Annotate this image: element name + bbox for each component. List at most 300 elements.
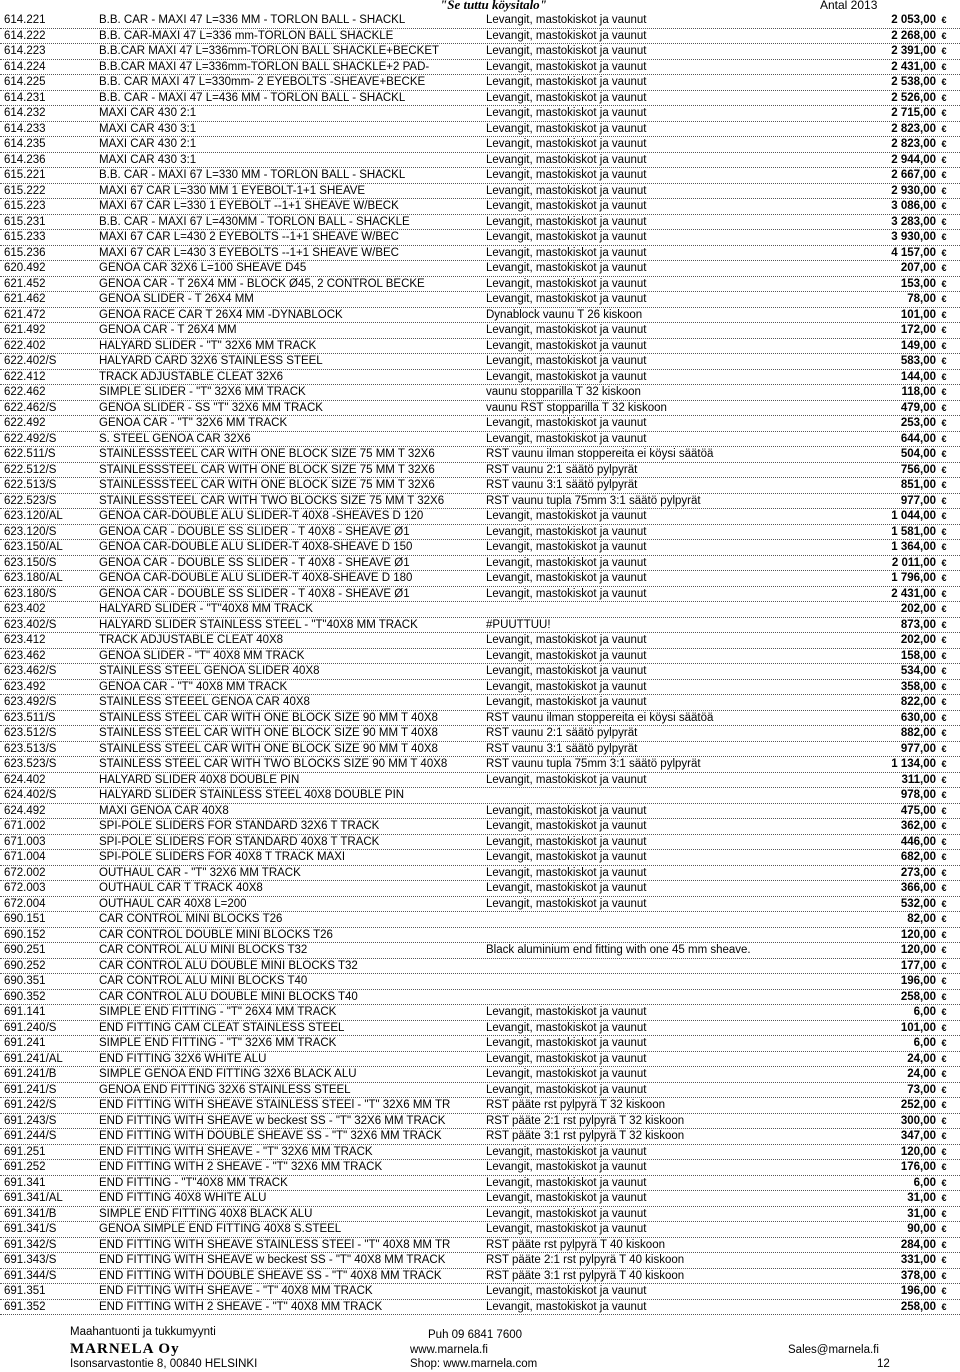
table-row (0, 1145, 960, 1161)
product-category: RST vaunu 2:1 säätö pylpyrät (486, 727, 638, 739)
currency-symbol: € (941, 371, 947, 382)
product-description: END FITTING WITH SHEAVE w beckest SS - "T" 32X6 MM TRACK (99, 1114, 446, 1127)
product-category: Levangit, mastokiskot ja vaunut (486, 696, 647, 708)
currency-symbol: € (941, 139, 947, 149)
product-description: GENOA SIMPLE END FITTING 40X8 S.STEEL (99, 1223, 342, 1235)
product-description: STAINLESS STEEL CAR WITH ONE BLOCK SIZE 90 MM T 40X8 (99, 742, 438, 755)
product-category: Levangit, mastokiskot ja vaunut (486, 60, 647, 73)
product-code: 672.002 (4, 866, 46, 879)
currency-symbol: € (941, 201, 947, 211)
product-price: 378,00 (900, 1269, 936, 1282)
product-code: 690.352 (4, 990, 46, 1003)
table-row (0, 990, 960, 1006)
currency-symbol: € (941, 480, 947, 490)
product-code: 691.341 (4, 1176, 46, 1189)
table-row (0, 881, 960, 897)
product-price: 2 538,00 (891, 76, 936, 88)
product-code: 615.231 (4, 215, 46, 228)
product-category: RST vaunu 3:1 säätö pylpyrät (486, 742, 638, 755)
product-price: 3 930,00 (891, 231, 936, 243)
table-row (0, 122, 960, 138)
product-description: CAR CONTROL ALU DOUBLE MINI BLOCKS T40 (99, 990, 358, 1003)
product-description: HALYARD SLIDER STAINLESS STEEL - "T"40X8 MM TRACK (99, 618, 418, 631)
product-code: 614.225 (4, 76, 46, 88)
product-category: Levangit, mastokiskot ja vaunut (486, 324, 647, 336)
product-category: Levangit, mastokiskot ja vaunut (486, 820, 647, 832)
product-code: 614.231 (4, 91, 46, 104)
product-description: END FITTING WITH SHEAVE - "T" 40X8 MM TRACK (99, 1285, 373, 1297)
footer-import-text: Maahantuonti ja tukkumyynti (70, 1326, 216, 1338)
product-category: Levangit, mastokiskot ja vaunut (486, 1068, 647, 1080)
product-category: Levangit, mastokiskot ja vaunut (486, 91, 647, 104)
table-row (0, 339, 960, 355)
table-row (0, 664, 960, 680)
table-row (0, 680, 960, 696)
product-category: Levangit, mastokiskot ja vaunut (486, 184, 647, 197)
product-description: GENOA CAR - "T" 40X8 MM TRACK (99, 680, 288, 693)
product-code: 621.492 (4, 324, 46, 336)
currency-symbol: € (941, 1007, 947, 1017)
table-row (0, 1207, 960, 1223)
product-category: RST vaunu tupla 75mm 3:1 säätö pylpyrät (486, 758, 701, 770)
currency-symbol: € (941, 1115, 947, 1126)
product-category: RST pääte rst pylpyrä T 40 kiskoon (486, 1238, 665, 1251)
table-row (0, 75, 960, 91)
product-category: Levangit, mastokiskot ja vaunut (486, 804, 647, 817)
table-row (0, 1160, 960, 1176)
product-description: SIMPLE SLIDER - "T" 32X6 MM TRACK (99, 386, 306, 398)
currency-symbol: € (941, 805, 947, 816)
product-price: 149,00 (900, 339, 936, 352)
product-description: SPI-POLE SLIDERS FOR 40X8 T TRACK MAXI (99, 851, 346, 863)
product-price: 6,00 (913, 1176, 936, 1189)
currency-symbol: € (941, 790, 947, 800)
table-row (0, 199, 960, 215)
currency-symbol: € (941, 294, 947, 304)
product-price: 2 823,00 (891, 122, 936, 135)
product-price: 31,00 (907, 1207, 936, 1220)
product-category: Levangit, mastokiskot ja vaunut (486, 417, 647, 429)
table-row (0, 943, 960, 959)
product-price: 358,00 (900, 680, 936, 693)
currency-symbol: € (941, 573, 947, 583)
product-price: 366,00 (900, 882, 936, 894)
product-price: 177,00 (900, 959, 936, 972)
product-description: HALYARD SLIDER - "T" 32X6 MM TRACK (99, 339, 317, 352)
currency-symbol: € (941, 697, 947, 707)
currency-symbol: € (941, 960, 947, 971)
product-description: END FITTING WITH SHEAVE STAINLESS STEEl - "T" 32X6 MM TR (99, 1099, 451, 1111)
product-description: TRACK ADJUSTABLE CLEAT 32X6 (99, 370, 284, 383)
product-price: 311,00 (901, 773, 936, 786)
table-row (0, 773, 960, 789)
currency-symbol: € (941, 449, 947, 459)
product-description: HALYARD SLIDER STAINLESS STEEL 40X8 DOUBLE PIN (99, 789, 405, 801)
table-row (0, 788, 960, 804)
product-category: Levangit, mastokiskot ja vaunut (486, 835, 647, 848)
product-price: 2 944,00 (891, 153, 936, 166)
shop-website[interactable]: Shop: www.marnela.com (410, 1358, 538, 1370)
product-description: B.B. CAR - MAXI 67 L=330 MM - TORLON BALL - SHACKL (99, 169, 406, 181)
product-price: 2 268,00 (891, 29, 936, 42)
product-category: Levangit, mastokiskot ja vaunut (486, 200, 647, 212)
table-row (0, 370, 960, 386)
currency-symbol: € (941, 728, 947, 738)
table-row (0, 230, 960, 246)
product-description: MAXI GENOA CAR 40X8 (99, 804, 229, 817)
product-category: Levangit, mastokiskot ja vaunut (486, 1223, 647, 1235)
product-price: 362,00 (900, 820, 936, 832)
product-price: 1 796,00 (891, 572, 936, 584)
product-price: 2 526,00 (891, 91, 936, 104)
product-price: 284,00 (900, 1238, 936, 1251)
product-price: 120,00 (900, 1145, 936, 1158)
product-category: RST pääte 3:1 rst pylpyrä T 40 kiskoon (486, 1269, 685, 1282)
product-price: 446,00 (900, 835, 936, 848)
table-row (0, 509, 960, 525)
product-price: 4 157,00 (891, 246, 936, 259)
product-price: 101,00 (900, 1021, 936, 1034)
product-price: 24,00 (907, 1068, 936, 1080)
product-code: 614.236 (4, 153, 46, 166)
price-table (0, 13, 960, 1315)
product-code: 615.223 (4, 200, 46, 212)
product-code: 691.241/AL (4, 1052, 63, 1065)
product-price: 756,00 (900, 463, 936, 476)
product-description: MAXI 67 CAR L=330 MM 1 EYEBOLT-1+1 SHEAVE (99, 184, 366, 197)
product-description: SIMPLE GENOA END FITTING 32X6 BLACK ALU (99, 1068, 357, 1080)
currency-symbol: € (941, 495, 947, 506)
product-description: OUTHAUL CAR T TRACK 40X8 (99, 882, 263, 894)
product-category: Levangit, mastokiskot ja vaunut (486, 897, 647, 910)
table-row (0, 804, 960, 820)
product-code: 614.222 (4, 29, 46, 42)
table-row (0, 1083, 960, 1099)
product-category: Levangit, mastokiskot ja vaunut (486, 215, 647, 228)
currency-symbol: € (941, 635, 947, 645)
product-category: Levangit, mastokiskot ja vaunut (486, 1300, 647, 1313)
currency-symbol: € (941, 1162, 947, 1172)
table-row (0, 835, 960, 851)
currency-symbol: € (941, 232, 947, 242)
edition-label: Antal 2013 (820, 0, 878, 12)
product-price: 24,00 (907, 1052, 936, 1065)
table-row (0, 215, 960, 231)
product-price: 202,00 (900, 634, 936, 646)
product-category: Levangit, mastokiskot ja vaunut (486, 246, 647, 259)
product-price: 252,00 (900, 1099, 936, 1111)
product-price: 300,00 (900, 1114, 936, 1127)
product-price: 2 667,00 (891, 169, 936, 181)
currency-symbol: € (941, 991, 947, 1002)
table-row (0, 866, 960, 882)
product-code: 622.512/S (4, 463, 57, 476)
currency-symbol: € (941, 1053, 947, 1064)
currency-symbol: € (941, 1100, 947, 1110)
currency-symbol: € (941, 185, 947, 196)
product-price: 196,00 (900, 1285, 936, 1297)
table-row (0, 556, 960, 572)
product-description: END FITTING WITH SHEAVE STAINLESS STEEl - "T" 40X8 MM TR (99, 1238, 451, 1251)
table-row (0, 277, 960, 293)
table-row (0, 168, 960, 184)
product-category: Levangit, mastokiskot ja vaunut (486, 851, 647, 863)
product-code: 671.004 (4, 851, 46, 863)
product-code: 622.513/S (4, 479, 57, 491)
product-code: 624.492 (4, 804, 46, 817)
product-category: RST pääte 3:1 rst pylpyrä T 32 kiskoon (486, 1130, 685, 1142)
product-category: Levangit, mastokiskot ja vaunut (486, 293, 647, 305)
product-category: Levangit, mastokiskot ja vaunut (486, 355, 647, 367)
table-row (0, 618, 960, 634)
product-price: 120,00 (900, 928, 936, 941)
product-code: 622.402/S (4, 355, 57, 367)
product-code: 691.141 (4, 1006, 46, 1018)
product-description: B.B. CAR - MAXI 47 L=336 MM - TORLON BALL - SHACKL (99, 14, 406, 26)
company-email[interactable]: Sales@marnela.fi (788, 1344, 879, 1356)
table-row (0, 385, 960, 401)
table-row (0, 649, 960, 665)
table-row (0, 478, 960, 494)
product-code: 623.523/S (4, 758, 57, 770)
currency-symbol: € (941, 604, 947, 614)
currency-symbol: € (941, 557, 947, 568)
product-description: GENOA SLIDER - "T" 40X8 MM TRACK (99, 649, 305, 662)
table-row (0, 1176, 960, 1192)
product-description: GENOA CAR - DOUBLE SS SLIDER - T 40X8 - SHEAVE Ø1 (99, 587, 410, 600)
product-description: END FITTING 32X6 WHITE ALU (99, 1052, 267, 1065)
product-description: MAXI 67 CAR L=330 1 EYEBOLT --1+1 SHEAVE W/BECK (99, 200, 399, 212)
table-row (0, 711, 960, 727)
product-category: Levangit, mastokiskot ja vaunut (486, 1052, 647, 1065)
currency-symbol: € (941, 30, 947, 41)
currency-symbol: € (941, 278, 947, 289)
product-code: 623.492/S (4, 696, 57, 708)
product-description: B.B.CAR MAXI 47 L=336mm-TORLON BALL SHACKLE+2 PAD- (99, 60, 430, 73)
product-category: Levangit, mastokiskot ja vaunut (486, 541, 647, 553)
table-row (0, 928, 960, 944)
product-price: 78,00 (907, 293, 936, 305)
product-category: Levangit, mastokiskot ja vaunut (486, 1285, 647, 1297)
product-category: Black aluminium end fitting with one 45 mm sheave. (486, 944, 751, 956)
product-code: 622.412 (4, 370, 46, 383)
slogan: "Se tuttu köysitalo" (440, 0, 547, 12)
currency-symbol: € (941, 170, 947, 180)
currency-symbol: € (941, 619, 947, 630)
table-row (0, 1021, 960, 1037)
product-code: 614.224 (4, 60, 46, 73)
product-description: END FITTING CAM CLEAT STAINLESS STEEL (99, 1021, 345, 1034)
product-code: 691.342/S (4, 1238, 57, 1251)
product-category: Levangit, mastokiskot ja vaunut (486, 665, 647, 677)
currency-symbol: € (941, 61, 947, 72)
product-price: 172,00 (900, 324, 936, 336)
product-price: 6,00 (913, 1037, 936, 1049)
table-row (0, 974, 960, 990)
product-description: END FITTING WITH 2 SHEAVE - "T" 32X6 MM TRACK (99, 1161, 383, 1173)
product-description: GENOA CAR - DOUBLE SS SLIDER - T 40X8 - SHEAVE Ø1 (99, 525, 410, 538)
product-code: 691.252 (4, 1161, 46, 1173)
product-category: Levangit, mastokiskot ja vaunut (486, 262, 647, 274)
product-description: GENOA RACE CAR T 26X4 MM -DYNABLOCK (99, 308, 343, 321)
product-description: S. STEEL GENOA CAR 32X6 (99, 432, 251, 445)
product-price: 120,00 (900, 944, 936, 956)
table-row (0, 494, 960, 510)
product-price: 82,00 (907, 913, 936, 925)
product-price: 258,00 (900, 1300, 936, 1313)
table-row (0, 602, 960, 618)
currency-symbol: € (941, 821, 947, 831)
currency-symbol: € (941, 867, 947, 878)
product-code: 690.152 (4, 928, 46, 941)
currency-symbol: € (941, 433, 947, 444)
currency-symbol: € (941, 263, 947, 273)
product-description: HALYARD SLIDER - "T"40X8 MM TRACK (99, 603, 313, 615)
product-code: 672.003 (4, 882, 46, 894)
currency-symbol: € (941, 464, 947, 475)
currency-symbol: € (941, 1301, 947, 1312)
product-category: vaunu stopparilla T 32 kiskoon (486, 386, 641, 398)
product-price: 153,00 (900, 277, 936, 290)
product-category: Levangit, mastokiskot ja vaunut (486, 510, 647, 522)
product-code: 622.492 (4, 417, 46, 429)
currency-symbol: € (941, 945, 947, 955)
product-price: 977,00 (900, 742, 936, 755)
product-description: END FITTING WITH SHEAVE w beckest SS - "T" 40X8 MM TRACK (99, 1254, 446, 1266)
table-row (0, 587, 960, 603)
product-price: 118,00 (901, 386, 936, 398)
product-code: 614.235 (4, 138, 46, 150)
currency-symbol: € (941, 387, 947, 397)
product-description: TRACK ADJUSTABLE CLEAT 40X8 (99, 634, 284, 646)
product-category: Levangit, mastokiskot ja vaunut (486, 587, 647, 600)
product-category: RST vaunu 2:1 säätö pylpyrät (486, 463, 638, 476)
product-code: 623.492 (4, 680, 46, 693)
product-price: 583,00 (900, 355, 936, 367)
currency-symbol: € (941, 1224, 947, 1234)
table-row (0, 525, 960, 541)
currency-symbol: € (941, 588, 947, 599)
currency-symbol: € (941, 1146, 947, 1157)
table-row (0, 1269, 960, 1285)
product-price: 158,00 (900, 649, 936, 662)
table-row (0, 1238, 960, 1254)
company-address: Isonsarvastontie 8, 00840 HELSINKI (70, 1358, 258, 1370)
product-category: Levangit, mastokiskot ja vaunut (486, 14, 647, 26)
table-row (0, 401, 960, 417)
product-price: 822,00 (900, 696, 936, 708)
company-logo-text: MARNELA Oy (70, 1341, 180, 1357)
product-description: END FITTING WITH SHEAVE - "T" 32X6 MM TRACK (99, 1145, 373, 1158)
product-description: STAINLESS STEEL CAR WITH ONE BLOCK SIZE 90 MM T 40X8 (99, 727, 438, 739)
product-price: 475,00 (900, 804, 936, 817)
company-website[interactable]: www.marnela.fi (410, 1344, 488, 1356)
product-description: HALYARD CARD 32X6 STAINLESS STEEL (99, 355, 323, 367)
product-code: 623.462/S (4, 665, 57, 677)
product-description: CAR CONTROL ALU DOUBLE MINI BLOCKS T32 (99, 959, 358, 972)
product-price: 504,00 (900, 448, 936, 460)
product-price: 1 134,00 (891, 758, 936, 770)
currency-symbol: € (941, 1193, 947, 1203)
product-code: 623.120/AL (4, 510, 63, 522)
product-description: CAR CONTROL ALU MINI BLOCKS T32 (99, 944, 308, 956)
table-row (0, 91, 960, 107)
product-category: Levangit, mastokiskot ja vaunut (486, 432, 647, 445)
page-footer (0, 1322, 960, 1372)
product-code: 623.462 (4, 649, 46, 662)
product-category: Levangit, mastokiskot ja vaunut (486, 572, 647, 584)
product-description: B.B.CAR MAXI 47 L=336mm-TORLON BALL SHACKLE+BECKET (99, 45, 440, 57)
currency-symbol: € (941, 1239, 947, 1250)
product-price: 978,00 (900, 789, 936, 801)
product-price: 2 391,00 (891, 45, 936, 57)
product-code: 623.511/S (4, 711, 56, 724)
product-category: Levangit, mastokiskot ja vaunut (486, 339, 647, 352)
product-code: 691.341/S (4, 1223, 57, 1235)
product-price: 2 823,00 (891, 138, 936, 150)
product-category: Levangit, mastokiskot ja vaunut (486, 1145, 647, 1158)
product-code: 623.402 (4, 603, 46, 615)
product-description: END FITTING - "T"40X8 MM TRACK (99, 1176, 288, 1189)
table-row (0, 897, 960, 913)
currency-symbol: € (941, 929, 947, 940)
currency-symbol: € (941, 77, 947, 87)
table-row (0, 29, 960, 45)
table-row (0, 1052, 960, 1068)
product-price: 73,00 (907, 1083, 936, 1096)
product-description: END FITTING WITH DOUBLE SHEAVE SS - "T" 40X8 MM TRACK (99, 1269, 442, 1282)
product-description: GENOA CAR - DOUBLE SS SLIDER - T 40X8 - SHEAVE Ø1 (99, 556, 410, 569)
product-code: 690.252 (4, 959, 46, 972)
product-category: Levangit, mastokiskot ja vaunut (486, 866, 647, 879)
product-code: 615.222 (4, 184, 46, 197)
table-row (0, 184, 960, 200)
product-description: STAINLESS STEEEL GENOA CAR 40X8 (99, 696, 310, 708)
product-price: 253,00 (900, 417, 936, 429)
table-row (0, 1300, 960, 1316)
product-description: MAXI CAR 430 2:1 (99, 138, 197, 150)
product-category: Levangit, mastokiskot ja vaunut (486, 169, 647, 181)
product-code: 691.352 (4, 1300, 46, 1313)
product-category: Levangit, mastokiskot ja vaunut (486, 1021, 647, 1034)
product-description: GENOA CAR - "T" 32X6 MM TRACK (99, 417, 288, 429)
product-category: Levangit, mastokiskot ja vaunut (486, 1161, 647, 1173)
product-price: 273,00 (900, 866, 936, 879)
product-price: 873,00 (900, 618, 936, 631)
product-description: B.B. CAR MAXI 47 L=330mm- 2 EYEBOLTS -SHEAVE+BECKE (99, 76, 426, 88)
table-row (0, 60, 960, 76)
product-code: 691.251 (4, 1145, 46, 1158)
product-price: 90,00 (907, 1223, 936, 1235)
product-code: 614.223 (4, 45, 46, 57)
product-category: RST vaunu 3:1 säätö pylpyrät (486, 479, 638, 491)
product-description: MAXI CAR 430 3:1 (99, 122, 197, 135)
product-description: MAXI CAR 430 3:1 (99, 153, 197, 166)
product-price: 176,00 (900, 1161, 936, 1173)
product-price: 347,00 (900, 1130, 936, 1142)
product-price: 882,00 (900, 727, 936, 739)
product-code: 621.452 (4, 277, 46, 290)
table-row (0, 261, 960, 277)
table-row (0, 850, 960, 866)
table-row (0, 463, 960, 479)
product-description: SPI-POLE SLIDERS FOR STANDARD 32X6 T TRACK (99, 820, 380, 832)
product-code: 624.402/S (4, 789, 57, 801)
product-code: 691.241 (4, 1037, 46, 1049)
currency-symbol: € (941, 1270, 947, 1281)
product-description: HALYARD SLIDER 40X8 DOUBLE PIN (99, 773, 300, 786)
product-category: vaunu RST stopparilla T 32 kiskoon (486, 401, 667, 414)
